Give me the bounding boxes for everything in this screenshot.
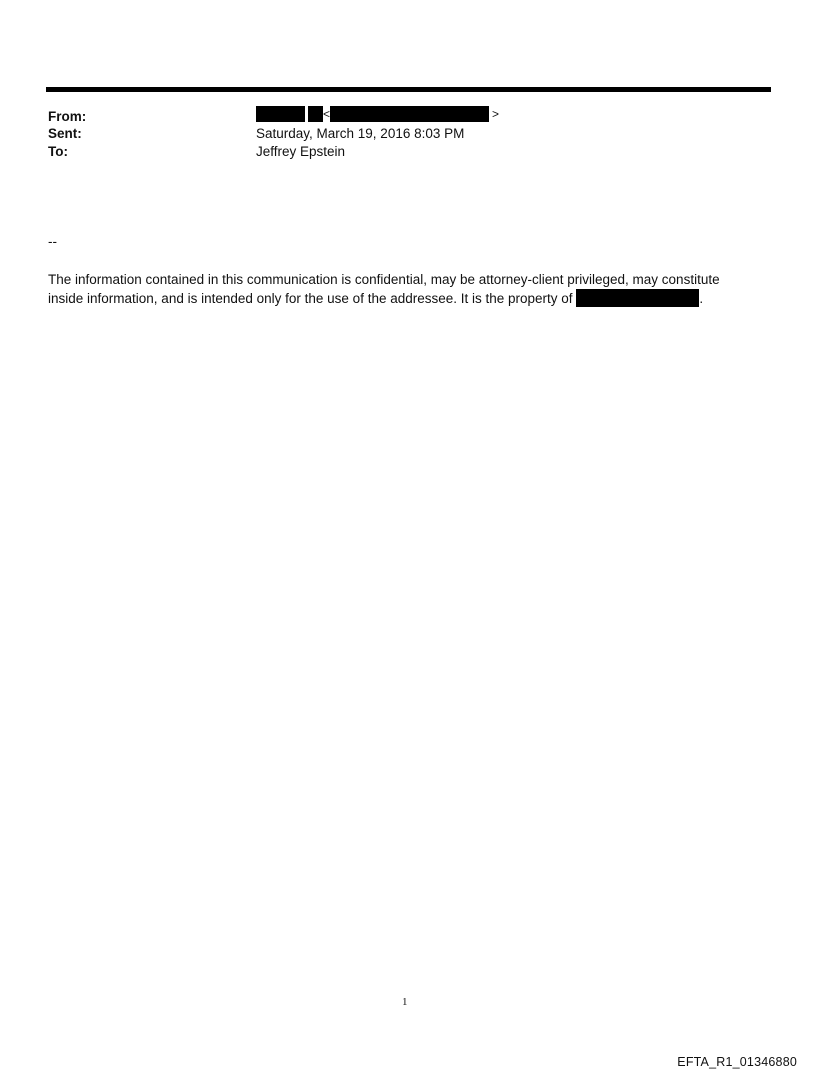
to-value: Jeffrey Epstein: [256, 144, 346, 159]
redaction-block-sender-email: [330, 106, 489, 122]
disclaimer-line-1: The information contained in this communication is confidential, may be attorney-client privileged, may constitute: [48, 272, 720, 287]
disclaimer-end: .: [699, 291, 704, 306]
redaction-block-sender-initial: [308, 106, 323, 122]
page-number: 1: [402, 996, 408, 1008]
from-value: [256, 106, 499, 122]
document-id: EFTA_R1_01346880: [677, 1055, 797, 1069]
disclaimer-line-2: [48, 289, 703, 308]
sent-value: Saturday, March 19, 2016 8:03 PM: [256, 126, 465, 141]
from-label: From:: [48, 109, 87, 124]
from-open-bracket: <: [323, 107, 331, 121]
disclaimer-line-2-text: inside information, and is intended only for the use of the addressee. It is the property of: [48, 291, 573, 306]
redaction-block-sender-name: [256, 106, 305, 122]
body-separator: --: [48, 234, 57, 249]
to-label: To:: [48, 144, 68, 159]
header-rule: [46, 87, 771, 92]
sent-label: Sent:: [48, 126, 82, 141]
from-close-bracket: >: [492, 107, 500, 121]
redaction-block-property-owner: [576, 289, 699, 307]
